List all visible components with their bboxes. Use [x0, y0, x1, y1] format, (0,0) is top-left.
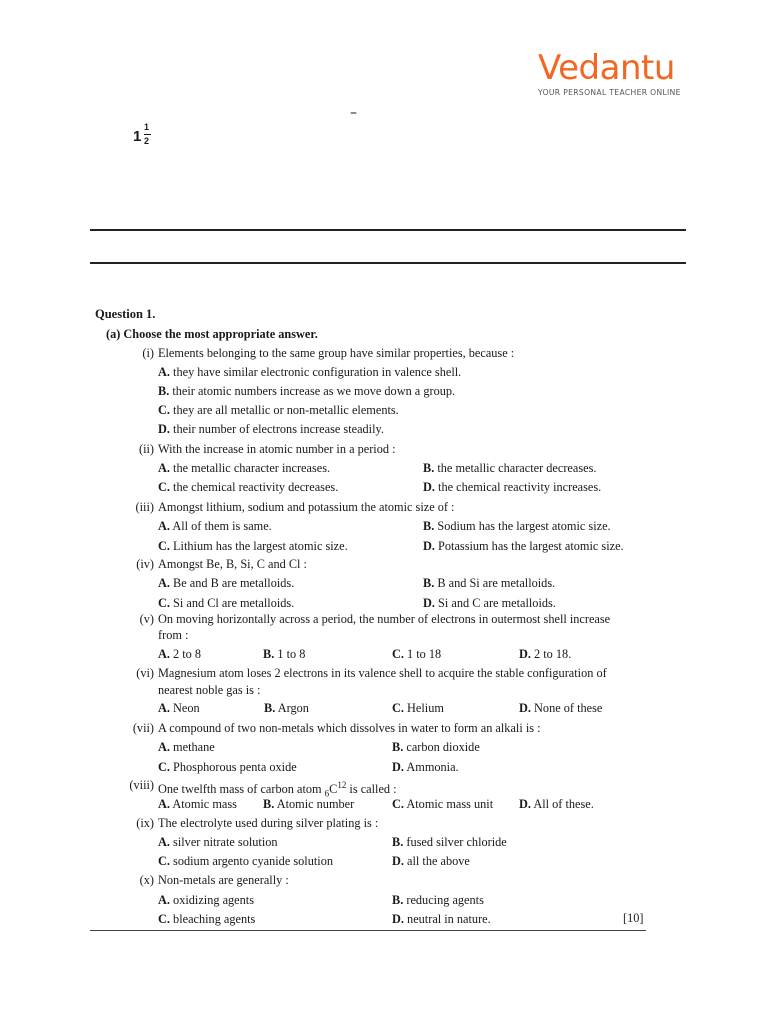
item-stem: A compound of two non-metals which dissolves in water to form an alkali is : [158, 721, 541, 735]
option-label: C. [392, 797, 404, 811]
option[interactable] [158, 422, 384, 437]
option-label: B. [392, 835, 404, 849]
option[interactable] [519, 647, 571, 662]
question-title: Question 1. [95, 307, 156, 321]
stem-text-post: is called : [346, 782, 397, 797]
option[interactable] [423, 480, 601, 495]
option-text: Potassium has the largest atomic size. [438, 539, 624, 553]
option[interactable] [158, 797, 237, 812]
option[interactable] [423, 539, 624, 554]
fraction-bar [144, 134, 151, 135]
option-text: Lithium has the largest atomic size. [173, 539, 348, 553]
option-label: B. [423, 576, 435, 590]
option-text: Be and B are metalloids. [173, 576, 295, 590]
option-text: methane [173, 740, 215, 754]
option-label: D. [423, 596, 435, 610]
option-label: D. [423, 539, 435, 553]
top-rule [90, 229, 686, 231]
vedantu-logo [538, 48, 688, 102]
option-text: 1 to 8 [277, 647, 306, 661]
option-label: C. [392, 701, 404, 715]
item-number: (v) [139, 612, 154, 626]
item-stem-continued: nearest noble gas is : [158, 683, 261, 697]
option-label: A. [158, 461, 170, 475]
option-text: All of these. [533, 797, 594, 811]
stem-text-pre: One twelfth mass of carbon atom [158, 782, 325, 797]
item-stem: Magnesium atom loses 2 electrons in its valence shell to acquire the stable configuration of [158, 666, 607, 680]
marks-label: [10] [623, 911, 644, 925]
option-text: their number of electrons increase steadily. [173, 422, 384, 436]
option[interactable] [158, 701, 200, 716]
option[interactable] [158, 539, 348, 554]
option-text: oxidizing agents [173, 893, 254, 907]
option-label: C. [158, 480, 170, 494]
brand-name: Vedantu [538, 48, 675, 88]
option-text: the metallic character increases. [173, 461, 331, 475]
option-label: C. [158, 912, 170, 926]
option[interactable] [392, 854, 470, 869]
item-stem: Amongst Be, B, Si, C and Cl : [158, 557, 307, 571]
item-stem-continued: from : [158, 628, 189, 642]
option-label: C. [158, 854, 170, 868]
option-text: the chemical reactivity increases. [438, 480, 602, 494]
option-label: B. [423, 519, 435, 533]
item-number: (vi) [136, 666, 154, 680]
option[interactable] [519, 701, 602, 716]
option-label: D. [158, 422, 170, 436]
option-text: they have similar electronic configuration in valence shell. [173, 365, 462, 379]
option[interactable] [423, 461, 596, 476]
item-number: (ii) [138, 442, 154, 456]
item-number: (x) [139, 873, 154, 887]
option[interactable] [392, 647, 441, 662]
option-label: D. [519, 701, 531, 715]
option-text: sodium argento cyanide solution [173, 854, 333, 868]
mixed-numerator: 1 [144, 122, 150, 132]
option-text: bleaching agents [173, 912, 256, 926]
option-text: reducing agents [406, 893, 484, 907]
option[interactable] [158, 519, 272, 534]
item-stem: Non-metals are generally : [158, 873, 289, 887]
option-text: Neon [173, 701, 200, 715]
option[interactable] [519, 797, 594, 812]
option-text: Atomic number [276, 797, 355, 811]
option-label: C. [392, 647, 404, 661]
option[interactable] [158, 365, 461, 380]
part-a-text: (a) Choose the most appropriate answer. [106, 327, 318, 341]
option-label: C. [158, 596, 170, 610]
option-text: they are all metallic or non-metallic elements. [173, 403, 399, 417]
stem-subscript: 6 [324, 788, 330, 799]
option-text: the chemical reactivity decreases. [173, 480, 339, 494]
option-label: A. [158, 576, 170, 590]
option[interactable] [158, 480, 338, 495]
option[interactable] [158, 912, 255, 927]
item-number: (iii) [135, 500, 154, 514]
option-label: A. [158, 740, 170, 754]
option-text: 1 to 18 [407, 647, 442, 661]
option[interactable] [158, 461, 330, 476]
option[interactable] [158, 403, 399, 418]
option-label: A. [158, 701, 170, 715]
option-label: B. [392, 740, 404, 754]
item-stem: Elements belonging to the same group have similar properties, because : [158, 346, 515, 360]
option-label: A. [158, 835, 170, 849]
option[interactable] [158, 647, 201, 662]
option-label: C. [158, 760, 170, 774]
option[interactable] [392, 835, 507, 850]
option-label: B. [423, 461, 435, 475]
option[interactable] [158, 835, 278, 850]
option[interactable] [263, 797, 354, 812]
option-label: C. [158, 539, 170, 553]
option-label: B. [158, 384, 170, 398]
option[interactable] [392, 740, 480, 755]
option[interactable] [392, 912, 491, 927]
item-number: (viii) [129, 778, 154, 792]
option-label: B. [392, 893, 404, 907]
option-text: Atomic mass [172, 797, 237, 811]
option[interactable] [263, 647, 305, 662]
item-number: (ix) [136, 816, 154, 830]
option-label: A. [158, 647, 170, 661]
part-a-instruction [106, 327, 318, 342]
stem-superscript: 12 [337, 780, 347, 790]
item-number: (i) [142, 346, 154, 360]
option-label: C. [158, 403, 170, 417]
option-label: A. [158, 519, 170, 533]
item-number: (vii) [132, 721, 154, 735]
option[interactable] [423, 576, 555, 591]
option-text: carbon dioxide [406, 740, 480, 754]
option-text: Sodium has the largest atomic size. [437, 519, 611, 533]
option[interactable] [158, 854, 333, 869]
option[interactable] [264, 701, 309, 716]
item-stem: Amongst lithium, sodium and potassium the atomic size of : [158, 500, 455, 514]
item-number: (iv) [136, 557, 154, 571]
option-text: Phosphorous penta oxide [173, 760, 297, 774]
option-label: B. [263, 647, 275, 661]
option[interactable] [158, 740, 215, 755]
item-stem: On moving horizontally across a period, the number of electrons in outermost shell increase [158, 612, 611, 626]
option-text: Helium [407, 701, 444, 715]
option[interactable] [423, 596, 556, 611]
option[interactable] [392, 797, 493, 812]
mixed-denominator: 2 [144, 136, 150, 146]
option-text: all the above [407, 854, 470, 868]
option-label: D. [519, 647, 531, 661]
option-text: B and Si are metalloids. [437, 576, 556, 590]
option[interactable] [158, 760, 297, 775]
header-dash: – [350, 105, 357, 121]
option[interactable] [423, 519, 611, 534]
option[interactable] [158, 384, 455, 399]
option[interactable] [158, 596, 294, 611]
option-label: D. [392, 912, 404, 926]
option-label: A. [158, 365, 170, 379]
option-label: A. [158, 797, 170, 811]
option-text: Si and C are metalloids. [438, 596, 556, 610]
option-text: the metallic character decreases. [437, 461, 597, 475]
option-label: D. [423, 480, 435, 494]
option-label: B. [264, 701, 276, 715]
option-text: 2 to 18. [534, 647, 572, 661]
option[interactable] [392, 701, 444, 716]
option-label: D. [392, 854, 404, 868]
bottom-rule [90, 930, 646, 931]
option-label: A. [158, 893, 170, 907]
option-label: B. [263, 797, 275, 811]
option-text: silver nitrate solution [173, 835, 278, 849]
option-text: Si and Cl are metalloids. [173, 596, 295, 610]
option-text: Argon [277, 701, 309, 715]
mixed-whole: 1 [133, 128, 142, 145]
option-text: Atomic mass unit [406, 797, 494, 811]
option-text: 2 to 8 [173, 647, 202, 661]
option-text: fused silver chloride [406, 835, 507, 849]
option[interactable] [392, 893, 484, 908]
option[interactable] [158, 893, 254, 908]
option-label: D. [392, 760, 404, 774]
option-label: D. [519, 797, 531, 811]
option-text: their atomic numbers increase as we move down a group. [172, 384, 456, 398]
brand-tagline: YOUR PERSONAL TEACHER ONLINE [538, 88, 681, 97]
stem-symbol: C [329, 782, 338, 797]
option-text: Ammonia. [406, 760, 459, 774]
item-stem: The electrolyte used during silver plating is : [158, 816, 379, 830]
option[interactable] [392, 760, 459, 775]
option-text: All of them is same. [172, 519, 272, 533]
second-rule [90, 262, 686, 264]
option-text: None of these [534, 701, 603, 715]
option[interactable] [158, 576, 294, 591]
option-text: neutral in nature. [407, 912, 491, 926]
item-stem: With the increase in atomic number in a period : [158, 442, 396, 456]
